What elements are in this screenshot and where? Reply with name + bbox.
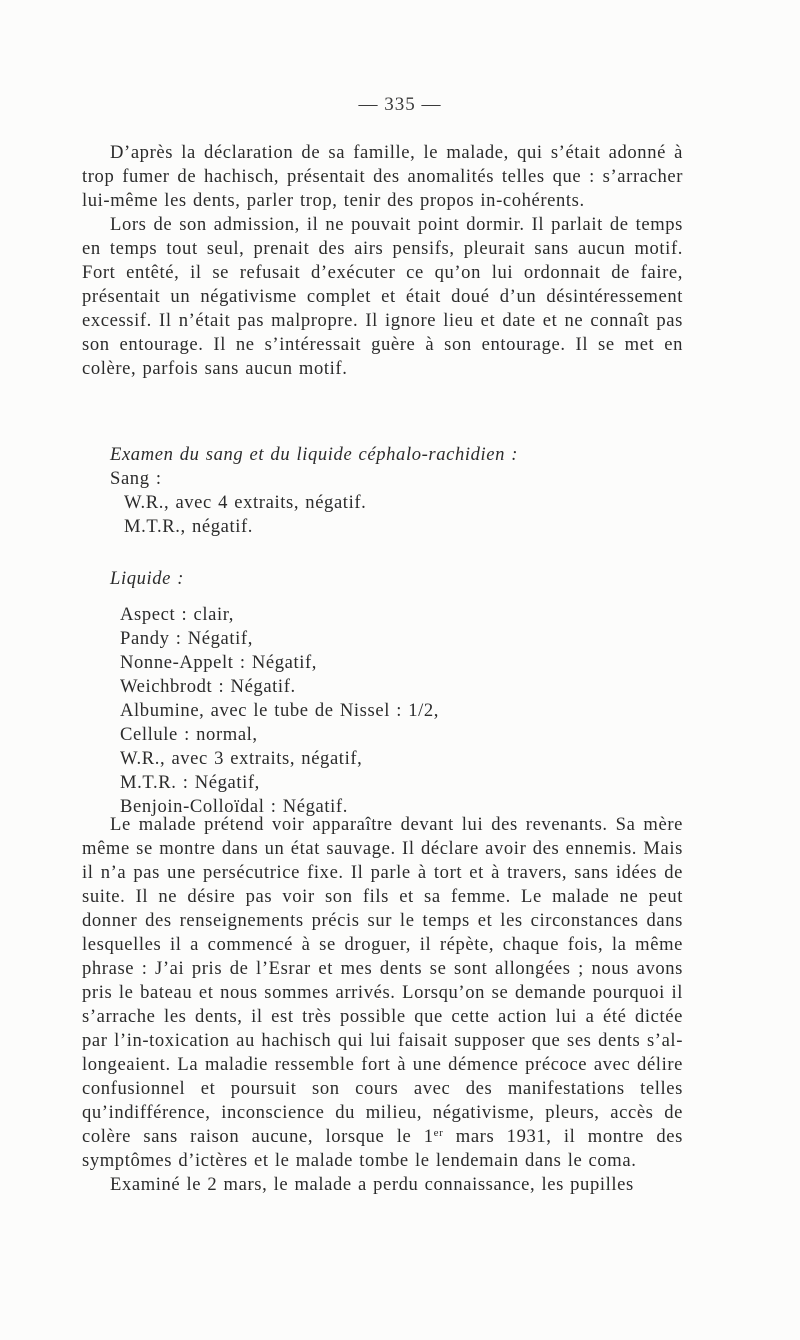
list-item: W.R., avec 3 extraits, négatif,: [120, 748, 363, 769]
list-item: M.T.R. : Négatif,: [120, 772, 260, 793]
liquide-section: [82, 567, 683, 819]
intro-section: [82, 141, 683, 381]
clinical-text-end: mars 1931, il montre des symptômes d’ictères et le malade tombe le lendemain dans le coma.: [82, 1126, 683, 1171]
sang-label: Sang :: [110, 468, 162, 489]
sang-list: [82, 491, 683, 539]
paragraph-family-declaration: D’après la déclaration de sa famille, le malade, qui s’était adonné à trop fumer de hachisch, présentait des anomalités telles que : s’arracher lui-même les dents, parler trop, tenir des propos in-cohérents.: [82, 142, 683, 211]
list-item: Aspect : clair,: [120, 604, 235, 625]
clinical-text-start: Le malade prétend voir apparaître devant lui des revenants. Sa mère même se montre dans un état sauvage. Il déclare avoir des ennemis. Mais il n’a pas une persécutrice fixe. Il parle à tort et à travers, sans idées de suite. Il ne désire pas voir son fils et sa femme. Le malade ne peut donner des renseignements précis sur le temps et les circonstances dans lesquelles il a commencé à se droguer, il répète, chaque fois, la même phrase : J’ai pris de l’Esrar et mes dents se sont allongées ; nous avons pris le bateau et nous sommes arrivés. Lorsqu’on se demande pourquoi il s’arrache les dents, il est très possible que cette action lui a été dictée par l’in-toxication au hachisch qui lui faisait supposer que ses dents s’al-longeaient. La maladie ressemble fort à une démence précoce avec délire confusionnel et poursuit son cours avec des manifestations telles qu’indifférence, inconscience du milieu, négativisme, pleurs, accès de colère sans raison aucune, lorsque le 1: [82, 814, 683, 1147]
list-item: Cellule : normal,: [120, 724, 258, 745]
exam-heading: Examen du sang et du liquide céphalo-rachidien :: [110, 444, 519, 465]
paragraph-admission: Lors de son admission, il ne pouvait point dormir. Il parlait de temps en temps tout seul, prenait des airs pensifs, pleurait sans aucun motif. Fort entêté, il se refusait d’exécuter ce qu’on lui ordonnait de faire, présentait un négativisme complet et était doué d’un désintéressement excessif. Il n’était pas malpropre. Il ignore lieu et date et ne connaît pas son entourage. Il ne s’intéressait guère à son entourage. Il se met en colère, parfois sans aucun motif.: [82, 214, 683, 379]
list-item: Benjoin-Colloïdal : Négatif.: [120, 796, 348, 817]
paragraph-examination: Examiné le 2 mars, le malade a perdu connaissance, les pupilles: [110, 1174, 634, 1195]
paragraph-clinical-course: [82, 813, 683, 1173]
exam-section: [82, 443, 683, 539]
clinical-section: [82, 813, 683, 1197]
list-item: W.R., avec 4 extraits, négatif.: [124, 492, 367, 513]
list-item: Weichbrodt : Négatif.: [120, 676, 296, 697]
liquide-list: [82, 603, 683, 819]
list-item: M.T.R., négatif.: [124, 516, 254, 537]
list-item: Pandy : Négatif,: [120, 628, 253, 649]
ordinal-superscript: er: [433, 1127, 444, 1139]
liquide-label: Liquide :: [110, 568, 185, 589]
list-item: Albumine, avec le tube de Nissel : 1/2,: [120, 700, 440, 721]
list-item: Nonne-Appelt : Négatif,: [120, 652, 318, 673]
page-number: — 335 —: [358, 94, 442, 115]
